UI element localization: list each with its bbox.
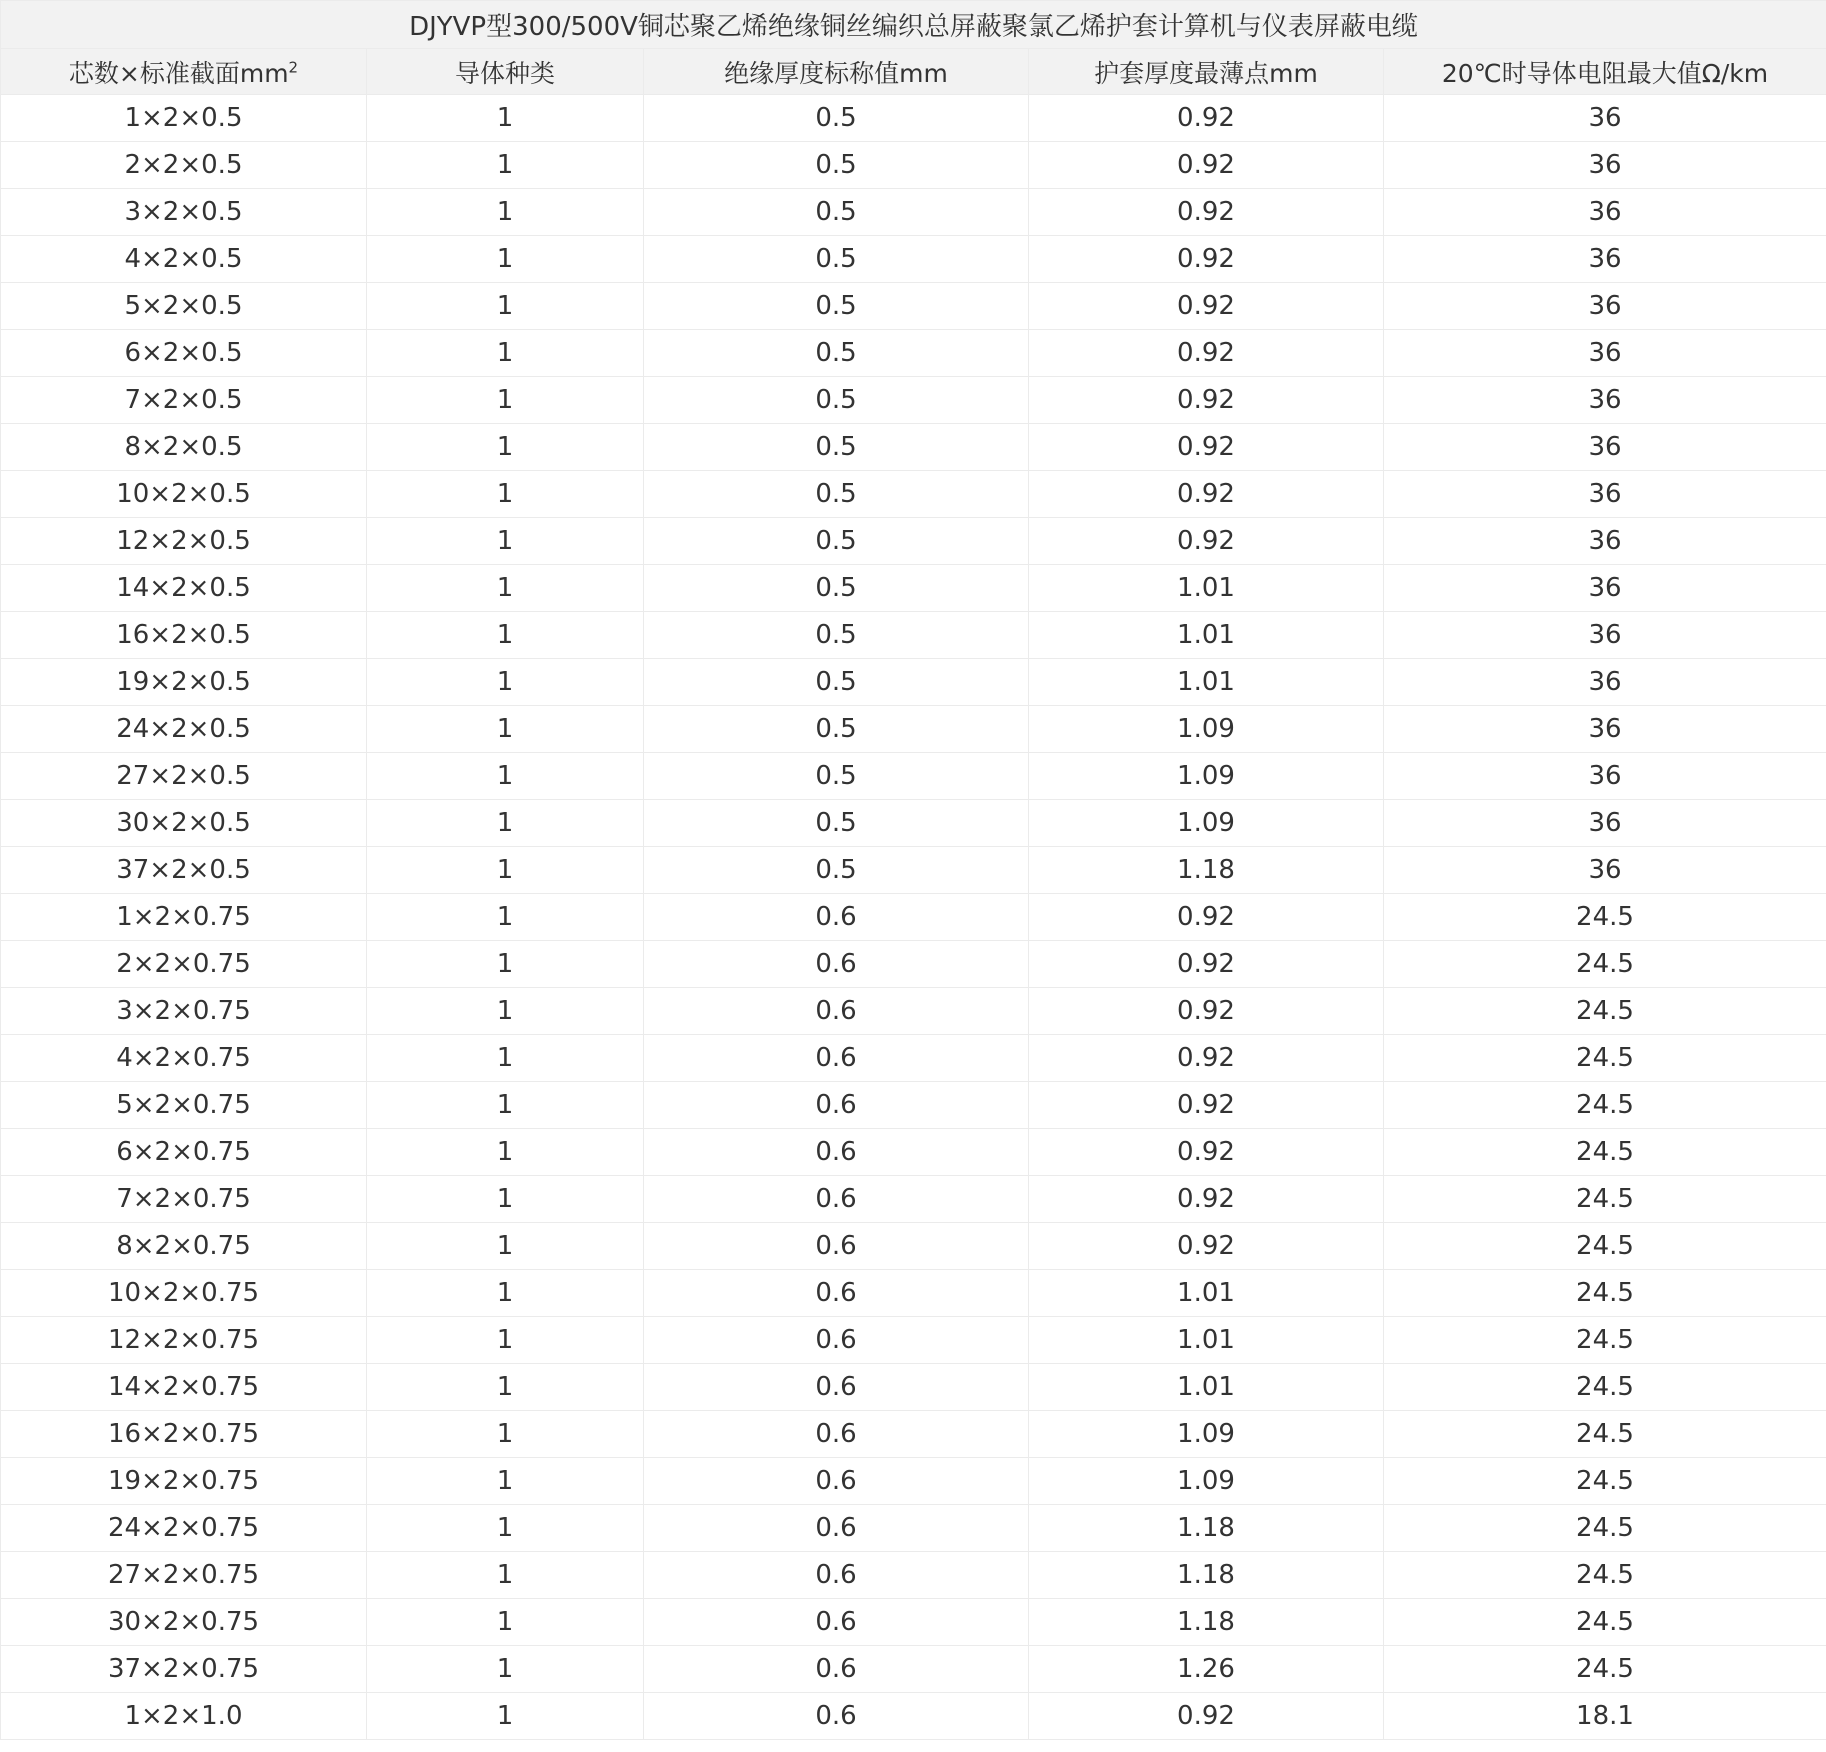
cell-insulation-thickness: 0.6 (644, 1646, 1029, 1693)
table-row (1, 1223, 1826, 1270)
cell-conductor-resistance: 36 (1384, 283, 1826, 330)
cell-conductor-resistance: 24.5 (1384, 1458, 1826, 1505)
table-row (1, 753, 1826, 800)
cell-cores-cross-section: 1×2×0.5 (1, 95, 367, 142)
table-row (1, 1411, 1826, 1458)
cell-sheath-thickness: 0.92 (1029, 1176, 1384, 1223)
table-row (1, 988, 1826, 1035)
table-row (1, 424, 1826, 471)
cell-insulation-thickness: 0.5 (644, 800, 1029, 847)
cell-cores-cross-section: 7×2×0.5 (1, 377, 367, 424)
cell-conductor-resistance: 36 (1384, 565, 1826, 612)
cell-insulation-thickness: 0.6 (644, 1317, 1029, 1364)
cell-conductor-type: 1 (367, 565, 644, 612)
cell-conductor-resistance: 36 (1384, 95, 1826, 142)
cell-cores-cross-section: 30×2×0.75 (1, 1599, 367, 1646)
cell-conductor-type: 1 (367, 330, 644, 377)
cell-cores-cross-section: 1×2×0.75 (1, 894, 367, 941)
column-header-conductor-type: 导体种类 (367, 49, 644, 95)
cell-insulation-thickness: 0.6 (644, 1223, 1029, 1270)
cell-cores-cross-section: 37×2×0.5 (1, 847, 367, 894)
cell-sheath-thickness: 1.26 (1029, 1646, 1384, 1693)
cell-conductor-resistance: 24.5 (1384, 1129, 1826, 1176)
cell-insulation-thickness: 0.5 (644, 659, 1029, 706)
cell-conductor-resistance: 24.5 (1384, 1364, 1826, 1411)
table-row (1, 659, 1826, 706)
cell-insulation-thickness: 0.5 (644, 95, 1029, 142)
cell-cores-cross-section: 7×2×0.75 (1, 1176, 367, 1223)
title-row (1, 1, 1826, 49)
cell-cores-cross-section: 5×2×0.75 (1, 1082, 367, 1129)
cell-sheath-thickness: 1.09 (1029, 753, 1384, 800)
cell-insulation-thickness: 0.5 (644, 283, 1029, 330)
header-label: 芯数×标准截面mm (68, 58, 289, 88)
cell-conductor-type: 1 (367, 189, 644, 236)
cell-insulation-thickness: 0.5 (644, 236, 1029, 283)
cell-conductor-type: 1 (367, 1411, 644, 1458)
cell-sheath-thickness: 0.92 (1029, 471, 1384, 518)
cell-conductor-type: 1 (367, 236, 644, 283)
cell-sheath-thickness: 0.92 (1029, 236, 1384, 283)
cell-conductor-type: 1 (367, 1129, 644, 1176)
cell-sheath-thickness: 0.92 (1029, 424, 1384, 471)
cell-insulation-thickness: 0.6 (644, 1458, 1029, 1505)
cell-insulation-thickness: 0.6 (644, 988, 1029, 1035)
cell-cores-cross-section: 19×2×0.5 (1, 659, 367, 706)
cell-insulation-thickness: 0.5 (644, 565, 1029, 612)
table-row (1, 518, 1826, 565)
cell-conductor-type: 1 (367, 1646, 644, 1693)
cell-cores-cross-section: 37×2×0.75 (1, 1646, 367, 1693)
cell-conductor-type: 1 (367, 1082, 644, 1129)
cell-insulation-thickness: 0.5 (644, 518, 1029, 565)
cell-cores-cross-section: 4×2×0.5 (1, 236, 367, 283)
cell-conductor-resistance: 24.5 (1384, 988, 1826, 1035)
cell-conductor-resistance: 24.5 (1384, 1411, 1826, 1458)
table-row (1, 941, 1826, 988)
cell-cores-cross-section: 16×2×0.5 (1, 612, 367, 659)
cell-conductor-resistance: 24.5 (1384, 941, 1826, 988)
table-row (1, 894, 1826, 941)
cell-conductor-type: 1 (367, 1599, 644, 1646)
column-header-sheath-thickness: 护套厚度最薄点mm (1029, 49, 1384, 95)
cell-sheath-thickness: 0.92 (1029, 283, 1384, 330)
table-row (1, 1317, 1826, 1364)
cell-conductor-resistance: 36 (1384, 847, 1826, 894)
cell-insulation-thickness: 0.6 (644, 1599, 1029, 1646)
cell-conductor-resistance: 36 (1384, 330, 1826, 377)
cell-sheath-thickness: 0.92 (1029, 518, 1384, 565)
cell-insulation-thickness: 0.6 (644, 894, 1029, 941)
cell-conductor-resistance: 36 (1384, 236, 1826, 283)
cell-insulation-thickness: 0.6 (644, 1035, 1029, 1082)
cell-cores-cross-section: 6×2×0.5 (1, 330, 367, 377)
cell-cores-cross-section: 4×2×0.75 (1, 1035, 367, 1082)
table-row (1, 1646, 1826, 1693)
cell-cores-cross-section: 8×2×0.5 (1, 424, 367, 471)
table-row (1, 377, 1826, 424)
table-row (1, 330, 1826, 377)
cell-conductor-type: 1 (367, 1317, 644, 1364)
cell-conductor-type: 1 (367, 95, 644, 142)
cell-conductor-type: 1 (367, 706, 644, 753)
cell-conductor-resistance: 24.5 (1384, 1082, 1826, 1129)
cell-insulation-thickness: 0.6 (644, 941, 1029, 988)
cell-sheath-thickness: 1.09 (1029, 1458, 1384, 1505)
cell-sheath-thickness: 1.18 (1029, 847, 1384, 894)
cell-conductor-resistance: 36 (1384, 659, 1826, 706)
table-row (1, 1505, 1826, 1552)
cell-conductor-type: 1 (367, 800, 644, 847)
cell-insulation-thickness: 0.6 (644, 1129, 1029, 1176)
table-row (1, 565, 1826, 612)
table-row (1, 1035, 1826, 1082)
table-row (1, 1458, 1826, 1505)
cell-conductor-type: 1 (367, 142, 644, 189)
column-header-insulation-thickness: 绝缘厚度标称值mm (644, 49, 1029, 95)
cell-sheath-thickness: 0.92 (1029, 1129, 1384, 1176)
cell-conductor-resistance: 36 (1384, 424, 1826, 471)
cell-conductor-resistance: 24.5 (1384, 1646, 1826, 1693)
cell-sheath-thickness: 0.92 (1029, 95, 1384, 142)
cell-conductor-resistance: 36 (1384, 706, 1826, 753)
cell-insulation-thickness: 0.5 (644, 330, 1029, 377)
table-row (1, 236, 1826, 283)
cell-conductor-resistance: 24.5 (1384, 1599, 1826, 1646)
cell-sheath-thickness: 0.92 (1029, 142, 1384, 189)
cell-conductor-type: 1 (367, 377, 644, 424)
cell-sheath-thickness: 0.92 (1029, 941, 1384, 988)
cell-insulation-thickness: 0.5 (644, 189, 1029, 236)
cell-conductor-type: 1 (367, 612, 644, 659)
cell-cores-cross-section: 2×2×0.75 (1, 941, 367, 988)
cell-insulation-thickness: 0.6 (644, 1082, 1029, 1129)
cell-cores-cross-section: 12×2×0.5 (1, 518, 367, 565)
cell-conductor-resistance: 24.5 (1384, 1035, 1826, 1082)
cell-insulation-thickness: 0.5 (644, 847, 1029, 894)
cell-sheath-thickness: 1.09 (1029, 800, 1384, 847)
cell-cores-cross-section: 24×2×0.5 (1, 706, 367, 753)
table-row (1, 471, 1826, 518)
cell-insulation-thickness: 0.6 (644, 1552, 1029, 1599)
cell-conductor-type: 1 (367, 894, 644, 941)
cell-conductor-resistance: 24.5 (1384, 894, 1826, 941)
cell-cores-cross-section: 10×2×0.5 (1, 471, 367, 518)
cell-sheath-thickness: 0.92 (1029, 1035, 1384, 1082)
cell-sheath-thickness: 1.18 (1029, 1599, 1384, 1646)
cell-cores-cross-section: 16×2×0.75 (1, 1411, 367, 1458)
table-row (1, 612, 1826, 659)
cell-conductor-type: 1 (367, 1176, 644, 1223)
cell-sheath-thickness: 1.01 (1029, 1364, 1384, 1411)
cell-conductor-type: 1 (367, 518, 644, 565)
cell-conductor-resistance: 36 (1384, 518, 1826, 565)
cell-insulation-thickness: 0.5 (644, 424, 1029, 471)
table-row (1, 847, 1826, 894)
cell-sheath-thickness: 1.18 (1029, 1505, 1384, 1552)
table-row (1, 1552, 1826, 1599)
cell-conductor-type: 1 (367, 1458, 644, 1505)
cell-conductor-type: 1 (367, 471, 644, 518)
table-row (1, 95, 1826, 142)
cell-cores-cross-section: 24×2×0.75 (1, 1505, 367, 1552)
table-row (1, 706, 1826, 753)
cell-conductor-resistance: 36 (1384, 800, 1826, 847)
cell-conductor-type: 1 (367, 1552, 644, 1599)
cell-cores-cross-section: 8×2×0.75 (1, 1223, 367, 1270)
cell-cores-cross-section: 6×2×0.75 (1, 1129, 367, 1176)
header-superscript: 2 (288, 58, 299, 77)
table-row (1, 1176, 1826, 1223)
cell-insulation-thickness: 0.6 (644, 1411, 1029, 1458)
cell-insulation-thickness: 0.6 (644, 1364, 1029, 1411)
cell-conductor-resistance: 36 (1384, 377, 1826, 424)
cell-conductor-resistance: 24.5 (1384, 1270, 1826, 1317)
cell-sheath-thickness: 0.92 (1029, 894, 1384, 941)
cell-cores-cross-section: 30×2×0.5 (1, 800, 367, 847)
cell-sheath-thickness: 0.92 (1029, 1223, 1384, 1270)
cell-insulation-thickness: 0.5 (644, 706, 1029, 753)
cell-cores-cross-section: 3×2×0.5 (1, 189, 367, 236)
cell-sheath-thickness: 0.92 (1029, 988, 1384, 1035)
cell-conductor-type: 1 (367, 988, 644, 1035)
cell-conductor-type: 1 (367, 1223, 644, 1270)
cell-conductor-type: 1 (367, 1270, 644, 1317)
cell-sheath-thickness: 0.92 (1029, 330, 1384, 377)
table-title: DJYVP型300/500V铜芯聚乙烯绝缘铜丝编织总屏蔽聚氯乙烯护套计算机与仪表屏蔽电缆 (1, 1, 1826, 49)
cell-conductor-resistance: 36 (1384, 189, 1826, 236)
cell-insulation-thickness: 0.5 (644, 142, 1029, 189)
cell-insulation-thickness: 0.5 (644, 612, 1029, 659)
cell-conductor-type: 1 (367, 847, 644, 894)
cell-conductor-type: 1 (367, 424, 644, 471)
cell-conductor-resistance: 24.5 (1384, 1176, 1826, 1223)
table-row (1, 1599, 1826, 1646)
cell-cores-cross-section: 12×2×0.75 (1, 1317, 367, 1364)
cell-sheath-thickness: 1.01 (1029, 1317, 1384, 1364)
cell-cores-cross-section: 27×2×0.5 (1, 753, 367, 800)
cell-insulation-thickness: 0.6 (644, 1176, 1029, 1223)
cell-conductor-resistance: 36 (1384, 612, 1826, 659)
cell-cores-cross-section: 3×2×0.75 (1, 988, 367, 1035)
cell-sheath-thickness: 1.01 (1029, 612, 1384, 659)
cell-conductor-type: 1 (367, 941, 644, 988)
cell-conductor-type: 1 (367, 753, 644, 800)
cell-sheath-thickness: 1.01 (1029, 565, 1384, 612)
cell-conductor-resistance: 24.5 (1384, 1317, 1826, 1364)
cell-conductor-type: 1 (367, 1505, 644, 1552)
table-row (1, 1082, 1826, 1129)
cell-conductor-type: 1 (367, 1364, 644, 1411)
header-row (1, 49, 1826, 95)
cell-insulation-thickness: 0.6 (644, 1693, 1029, 1740)
column-header-cores-cross-section (1, 49, 367, 95)
cell-insulation-thickness: 0.5 (644, 753, 1029, 800)
cell-sheath-thickness: 0.92 (1029, 1082, 1384, 1129)
cell-conductor-resistance: 24.5 (1384, 1223, 1826, 1270)
table-body (1, 95, 1826, 1740)
cell-conductor-type: 1 (367, 659, 644, 706)
table-row (1, 1129, 1826, 1176)
table-row (1, 1364, 1826, 1411)
cell-sheath-thickness: 0.92 (1029, 377, 1384, 424)
cell-cores-cross-section: 10×2×0.75 (1, 1270, 367, 1317)
cell-sheath-thickness: 1.01 (1029, 659, 1384, 706)
cell-conductor-resistance: 18.1 (1384, 1693, 1826, 1740)
cell-conductor-resistance: 24.5 (1384, 1552, 1826, 1599)
cell-insulation-thickness: 0.6 (644, 1270, 1029, 1317)
table-row (1, 189, 1826, 236)
cell-sheath-thickness: 1.01 (1029, 1270, 1384, 1317)
cell-cores-cross-section: 14×2×0.75 (1, 1364, 367, 1411)
cell-sheath-thickness: 1.09 (1029, 1411, 1384, 1458)
cell-conductor-type: 1 (367, 1693, 644, 1740)
cell-cores-cross-section: 14×2×0.5 (1, 565, 367, 612)
cell-conductor-resistance: 36 (1384, 142, 1826, 189)
cell-sheath-thickness: 1.09 (1029, 706, 1384, 753)
cell-conductor-resistance: 36 (1384, 471, 1826, 518)
cell-cores-cross-section: 5×2×0.5 (1, 283, 367, 330)
cell-conductor-resistance: 24.5 (1384, 1505, 1826, 1552)
cell-insulation-thickness: 0.5 (644, 377, 1029, 424)
table-row (1, 283, 1826, 330)
cell-insulation-thickness: 0.6 (644, 1505, 1029, 1552)
table-row (1, 142, 1826, 189)
table-row (1, 800, 1826, 847)
cell-sheath-thickness: 0.92 (1029, 1693, 1384, 1740)
cell-conductor-type: 1 (367, 1035, 644, 1082)
cell-cores-cross-section: 1×2×1.0 (1, 1693, 367, 1740)
cell-conductor-resistance: 36 (1384, 753, 1826, 800)
table-row (1, 1270, 1826, 1317)
cell-cores-cross-section: 2×2×0.5 (1, 142, 367, 189)
cell-cores-cross-section: 19×2×0.75 (1, 1458, 367, 1505)
column-header-conductor-resistance: 20℃时导体电阻最大值Ω/km (1384, 49, 1826, 95)
table-row (1, 1693, 1826, 1740)
cell-insulation-thickness: 0.5 (644, 471, 1029, 518)
cell-conductor-type: 1 (367, 283, 644, 330)
cell-sheath-thickness: 1.18 (1029, 1552, 1384, 1599)
cell-cores-cross-section: 27×2×0.75 (1, 1552, 367, 1599)
cell-sheath-thickness: 0.92 (1029, 189, 1384, 236)
